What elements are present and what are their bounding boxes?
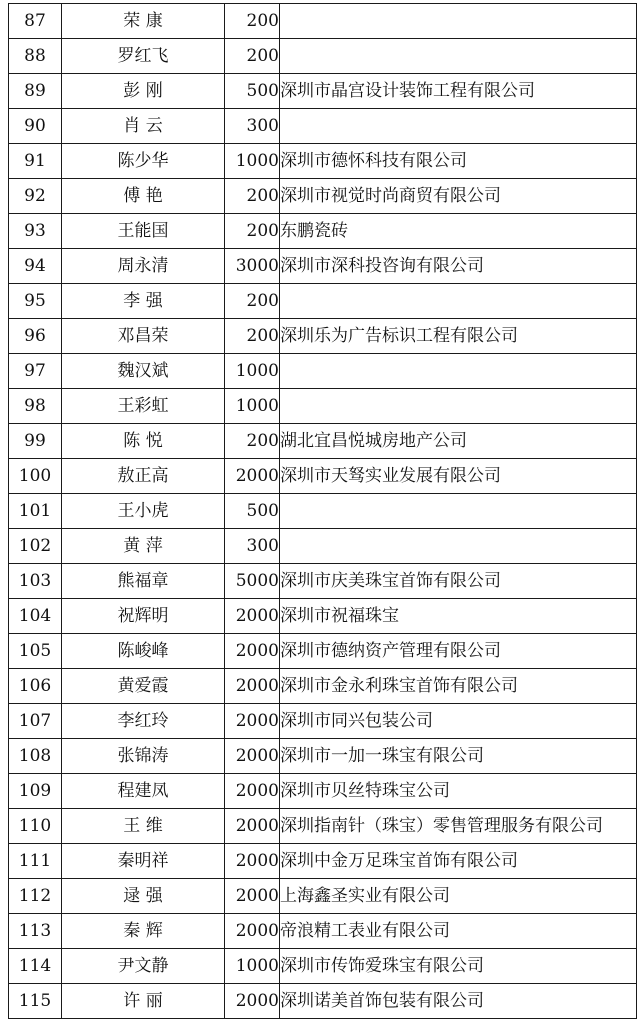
donor-name: 王 维 — [62, 809, 225, 844]
donation-amount: 1000 — [225, 354, 280, 389]
row-number: 105 — [9, 634, 62, 669]
donor-organization: 深圳市视觉时尚商贸有限公司 — [280, 179, 637, 214]
donor-organization: 深圳市德怀科技有限公司 — [280, 144, 637, 179]
table-row — [9, 179, 637, 214]
donor-name: 王彩虹 — [62, 389, 225, 424]
donor-organization — [280, 529, 637, 564]
donor-name: 陈 悦 — [62, 424, 225, 459]
table-row — [9, 354, 637, 389]
donor-organization: 湖北宜昌悦城房地产公司 — [280, 424, 637, 459]
donation-amount: 500 — [225, 494, 280, 529]
row-number: 98 — [9, 389, 62, 424]
row-number: 93 — [9, 214, 62, 249]
row-number: 104 — [9, 599, 62, 634]
donor-organization: 深圳指南针（珠宝）零售管理服务有限公司 — [280, 809, 637, 844]
table-row — [9, 459, 637, 494]
donation-amount: 200 — [225, 4, 280, 39]
table-row — [9, 424, 637, 459]
row-number: 96 — [9, 319, 62, 354]
donor-name: 尹文静 — [62, 949, 225, 984]
row-number: 89 — [9, 74, 62, 109]
table-row — [9, 249, 637, 284]
table-row — [9, 144, 637, 179]
row-number: 88 — [9, 39, 62, 74]
donation-amount: 1000 — [225, 144, 280, 179]
row-number: 115 — [9, 984, 62, 1019]
donor-organization: 深圳市庆美珠宝首饰有限公司 — [280, 564, 637, 599]
donation-amount: 1000 — [225, 389, 280, 424]
donation-table — [8, 3, 637, 1019]
row-number: 108 — [9, 739, 62, 774]
table-row — [9, 704, 637, 739]
donor-organization: 东鹏瓷砖 — [280, 214, 637, 249]
row-number: 109 — [9, 774, 62, 809]
donation-amount: 2000 — [225, 634, 280, 669]
row-number: 113 — [9, 914, 62, 949]
table-row — [9, 599, 637, 634]
table-row — [9, 809, 637, 844]
donation-amount: 2000 — [225, 984, 280, 1019]
row-number: 94 — [9, 249, 62, 284]
table-row — [9, 774, 637, 809]
donor-name: 邓昌荣 — [62, 319, 225, 354]
donation-amount: 200 — [225, 284, 280, 319]
donation-amount: 2000 — [225, 739, 280, 774]
donation-amount: 5000 — [225, 564, 280, 599]
donor-name: 许 丽 — [62, 984, 225, 1019]
row-number: 99 — [9, 424, 62, 459]
row-number: 101 — [9, 494, 62, 529]
donation-amount: 2000 — [225, 459, 280, 494]
donor-name: 罗红飞 — [62, 39, 225, 74]
donor-organization: 深圳市晶宫设计装饰工程有限公司 — [280, 74, 637, 109]
donor-name: 黄爱霞 — [62, 669, 225, 704]
donor-organization — [280, 354, 637, 389]
donation-amount: 3000 — [225, 249, 280, 284]
table-row — [9, 109, 637, 144]
donor-organization: 深圳市同兴包装公司 — [280, 704, 637, 739]
donor-name: 陈少华 — [62, 144, 225, 179]
table-row — [9, 949, 637, 984]
table-row — [9, 914, 637, 949]
row-number: 92 — [9, 179, 62, 214]
donor-name: 秦 辉 — [62, 914, 225, 949]
donor-name: 李红玲 — [62, 704, 225, 739]
donation-amount: 1000 — [225, 949, 280, 984]
donation-amount: 2000 — [225, 914, 280, 949]
donor-name: 祝辉明 — [62, 599, 225, 634]
donor-organization: 深圳市贝丝特珠宝公司 — [280, 774, 637, 809]
donation-amount: 200 — [225, 424, 280, 459]
donation-amount: 200 — [225, 319, 280, 354]
donor-organization: 深圳市金永利珠宝首饰有限公司 — [280, 669, 637, 704]
row-number: 114 — [9, 949, 62, 984]
donor-name: 魏汉斌 — [62, 354, 225, 389]
row-number: 100 — [9, 459, 62, 494]
table-row — [9, 984, 637, 1019]
donor-name: 李 强 — [62, 284, 225, 319]
donor-organization: 帝浪精工表业有限公司 — [280, 914, 637, 949]
row-number: 111 — [9, 844, 62, 879]
table-row — [9, 879, 637, 914]
donation-amount: 2000 — [225, 879, 280, 914]
donation-amount: 200 — [225, 214, 280, 249]
donation-amount: 2000 — [225, 669, 280, 704]
table-row — [9, 564, 637, 599]
donation-amount: 2000 — [225, 704, 280, 739]
row-number: 102 — [9, 529, 62, 564]
donor-name: 王小虎 — [62, 494, 225, 529]
row-number: 95 — [9, 284, 62, 319]
donation-table-body — [9, 4, 637, 1019]
donor-name: 熊福章 — [62, 564, 225, 599]
table-row — [9, 214, 637, 249]
table-row — [9, 669, 637, 704]
donor-organization: 上海鑫圣实业有限公司 — [280, 879, 637, 914]
row-number: 110 — [9, 809, 62, 844]
table-row — [9, 844, 637, 879]
donor-name: 彭 刚 — [62, 74, 225, 109]
donation-amount: 200 — [225, 179, 280, 214]
donation-amount: 2000 — [225, 809, 280, 844]
donor-name: 周永清 — [62, 249, 225, 284]
donor-name: 敖正高 — [62, 459, 225, 494]
table-row — [9, 529, 637, 564]
donor-name: 逯 强 — [62, 879, 225, 914]
donation-amount: 200 — [225, 39, 280, 74]
donor-organization — [280, 4, 637, 39]
table-row — [9, 319, 637, 354]
donor-organization — [280, 109, 637, 144]
donation-amount: 500 — [225, 74, 280, 109]
donation-amount: 300 — [225, 529, 280, 564]
donor-name: 陈峻峰 — [62, 634, 225, 669]
row-number: 103 — [9, 564, 62, 599]
donor-organization: 深圳市祝福珠宝 — [280, 599, 637, 634]
donor-organization: 深圳市天驽实业发展有限公司 — [280, 459, 637, 494]
row-number: 91 — [9, 144, 62, 179]
donor-name: 张锦涛 — [62, 739, 225, 774]
donor-organization — [280, 284, 637, 319]
table-row — [9, 284, 637, 319]
donor-organization: 深圳诺美首饰包装有限公司 — [280, 984, 637, 1019]
donor-name: 秦明祥 — [62, 844, 225, 879]
donor-name: 傅 艳 — [62, 179, 225, 214]
table-row — [9, 634, 637, 669]
table-row — [9, 74, 637, 109]
donor-organization: 深圳市德纳资产管理有限公司 — [280, 634, 637, 669]
donor-name: 王能国 — [62, 214, 225, 249]
donor-organization — [280, 494, 637, 529]
donation-amount: 2000 — [225, 844, 280, 879]
row-number: 87 — [9, 4, 62, 39]
donor-name: 荣 康 — [62, 4, 225, 39]
table-row — [9, 389, 637, 424]
row-number: 107 — [9, 704, 62, 739]
table-row — [9, 39, 637, 74]
donation-amount: 300 — [225, 109, 280, 144]
donation-amount: 2000 — [225, 599, 280, 634]
table-row — [9, 739, 637, 774]
donation-amount: 2000 — [225, 774, 280, 809]
donor-organization: 深圳市传饰爱珠宝有限公司 — [280, 949, 637, 984]
donor-organization: 深圳市深科投咨询有限公司 — [280, 249, 637, 284]
donor-organization — [280, 389, 637, 424]
donor-organization: 深圳中金万足珠宝首饰有限公司 — [280, 844, 637, 879]
table-row — [9, 4, 637, 39]
donor-organization: 深圳市一加一珠宝有限公司 — [280, 739, 637, 774]
donor-organization — [280, 39, 637, 74]
donor-name: 程建凤 — [62, 774, 225, 809]
row-number: 112 — [9, 879, 62, 914]
row-number: 90 — [9, 109, 62, 144]
donor-name: 黄 萍 — [62, 529, 225, 564]
row-number: 97 — [9, 354, 62, 389]
donor-organization: 深圳乐为广告标识工程有限公司 — [280, 319, 637, 354]
row-number: 106 — [9, 669, 62, 704]
donor-name: 肖 云 — [62, 109, 225, 144]
table-row — [9, 494, 637, 529]
